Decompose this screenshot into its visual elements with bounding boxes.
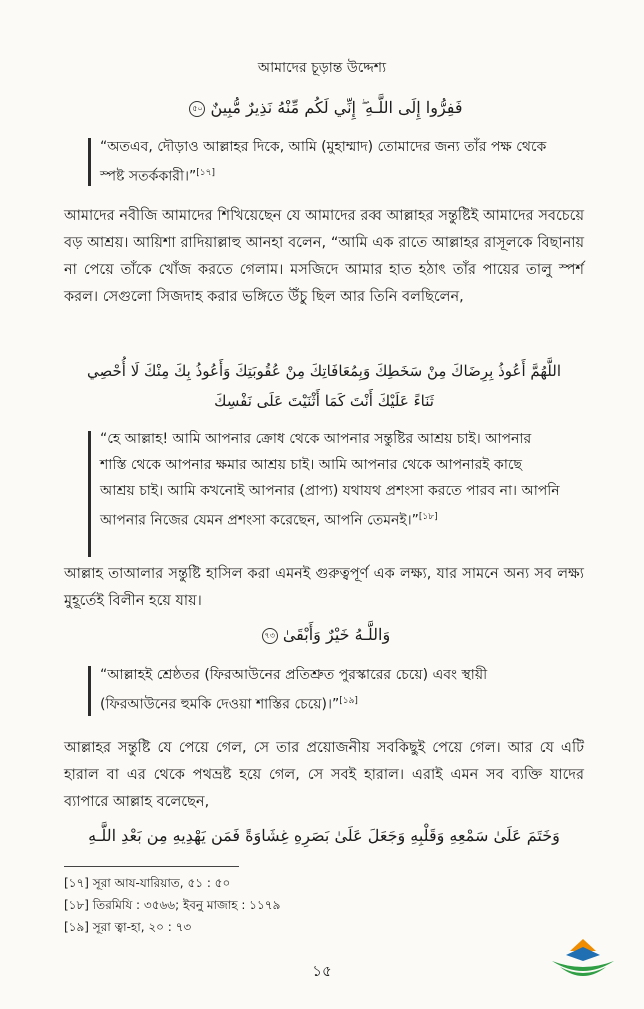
footnotes	[64, 872, 280, 938]
page-number: ১৫	[312, 962, 332, 980]
quote-3-bar	[88, 666, 91, 716]
quote-3	[100, 662, 560, 718]
quote-1	[100, 134, 560, 190]
dua-arabic	[64, 356, 584, 416]
dua-line-1: اللَّهُمَّ أَعُوذُ بِرِضَاكَ مِنْ سَخَطِكَ وَبِمُعَافَاتِكَ مِنْ عُقُوبَتِكَ وَأَعُوذُ بِكَ مِنْكَ لَا أُحْصِي	[87, 362, 561, 380]
paragraph-3: আল্লাহর সন্তুষ্টি যে পেয়ে গেল, সে তার প্রয়োজনীয় সবকিছুই পেয়ে গেল। আর যে এটি হারাল বা এর থেকে পথভ্রষ্ট হয়ে গেল, সে সবই হারাল। এরাই এমন সব ব্যক্তি যাদের ব্যাপারে আল্লাহ বলেছেন,	[64, 740, 584, 810]
paragraph-2: আল্লাহ তাআলার সন্তুষ্টি হাসিল করা এমনই গুরুত্বপূর্ণ এক লক্ষ্য, যার সামনে অন্য সব লক্ষ্য মুহূর্তেই বিলীন হয়ে যায়।	[64, 566, 584, 609]
quran-ayah-1	[64, 98, 584, 118]
quote-2	[100, 426, 560, 534]
quote-3-text: “আল্লাহই শ্রেষ্ঠতর (ফিরআউনের প্রতিশ্রুত পুরস্কারের চেয়ে) এবং স্থায়ী (ফিরআউনের হুমকি দেওয়া শাস্তির চেয়ে)।”	[100, 667, 488, 713]
quran-ayah-3: وَخَتَمَ عَلَىٰ سَمْعِهِ وَقَلْبِهِ وَجَعَلَ عَلَىٰ بَصَرِهِ غِشَاوَةً فَمَن يَهْدِيهِ مِن بَعْدِ اللَّـهِ	[88, 826, 560, 845]
footnote-ref-17[interactable]: [১৭]	[196, 168, 215, 178]
ayah-1-text: فَفِرُّوا إِلَى اللَّـهِ ۖ إِنِّي لَكُم مِّنْهُ نَذِيرٌ مُّبِينٌ	[210, 98, 463, 117]
footnote-divider	[64, 866, 239, 867]
footnote-18: [১৮] তিরমিযি : ৩৫৬৬; ইবনু মাজাহ : ১১৭৯	[64, 898, 281, 912]
dua-line-2: ثَنَاءً عَلَيْكَ أَنْتَ كَمَا أَثْنَيْتَ عَلَى نَفْسِكَ	[214, 392, 434, 410]
ayah-2-text: وَاللَّـهُ خَيْرٌ وَأَبْقَىٰ	[282, 625, 391, 644]
ayah-1-number: ৫০	[189, 101, 205, 117]
footnote-ref-18[interactable]: [১৮]	[418, 512, 438, 522]
ayah-2-number: ৭৩	[262, 628, 278, 644]
paragraph-1: আমাদের নবীজি আমাদের শিখিয়েছেন যে আমাদের রব্ব আল্লাহর সন্তুষ্টিই আমাদের সবচেয়ে বড় আশ্রয়। আয়িশা রাদিয়াল্লাহু আনহা বলেন, “আমি এক রাতে আল্লাহর রাসূলকে বিছানায় না পেয়ে তাঁকে খোঁজ করতে গেলাম। মসজিদে আমার হাত হঠাৎ তাঁর পায়ের তালু স্পর্শ করল। সেগুলো সিজদাহ করার ভঙ্গিতে উঁচু ছিল আর তিনি বলছিলেন,	[64, 208, 584, 305]
quote-1-text: “অতএব, দৌড়াও আল্লাহর দিকে, আমি (মুহাম্মাদ) তোমাদের জন্য তাঁর পক্ষ থেকে স্পষ্ট সতর্ককারী।”	[100, 139, 547, 185]
publisher-logo-icon	[548, 935, 618, 985]
footnote-ref-19[interactable]: [১৯]	[339, 696, 358, 706]
quote-2-text: “হে আল্লাহ! আমি আপনার ক্রোধ থেকে আপনার সন্তুষ্টির আশ্রয় চাই। আপনার শাস্তি থেকে আপনার ক্ষমার আশ্রয় চাই। আমি আপনার থেকে আপনারই কাছে আশ্রয় চাই। আমি কখনোই আপনার (প্রাপ্য) যথাযথ প্রশংসা করতে পারব না। আপনি আপনার নিজের যেমন প্রশংসা করেছেন, আপনি তেমনই।”	[100, 431, 560, 529]
footnote-19: [১৯] সূরা ত্বা-হা, ২০ : ৭৩	[64, 920, 192, 934]
page-header-title: আমাদের চূড়ান্ত উদ্দেশ্য	[257, 60, 387, 76]
quote-2-bar	[88, 431, 91, 557]
quote-1-bar	[88, 138, 91, 186]
footnote-17: [১৭] সূরা আয-যারিয়াত, ৫১ : ৫০	[64, 876, 231, 890]
quran-ayah-2	[64, 625, 584, 644]
